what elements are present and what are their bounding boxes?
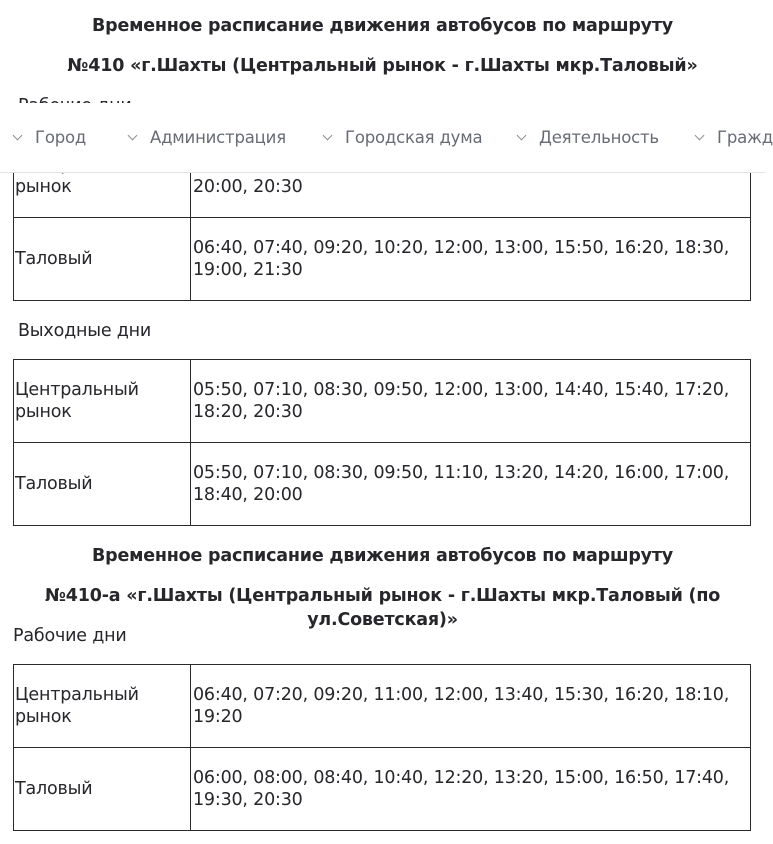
stop-name: Таловый bbox=[14, 443, 191, 526]
route-410-weekend-label: Выходные дни bbox=[18, 321, 152, 341]
departure-times: 05:50, 07:10, 08:30, 09:50, 11:10, 13:20, 14:20, 16:00, 17:00, 18:40, 20:00 bbox=[191, 443, 751, 526]
table-row bbox=[14, 360, 751, 443]
departure-times: 06:40, 07:20, 09:20, 11:00, 12:00, 13:40, 15:30, 16:20, 18:10, 19:20 bbox=[191, 665, 751, 748]
chevron-down-icon bbox=[128, 130, 138, 140]
nav-item-city-duma[interactable] bbox=[324, 103, 482, 172]
table-row bbox=[14, 218, 751, 301]
nav-item-label: Город bbox=[35, 128, 87, 147]
nav-item-label: Администрация bbox=[150, 128, 286, 147]
departure-times: 05:50, 07:10, 08:30, 09:50, 12:00, 13:00, 14:40, 15:40, 17:20, 18:20, 20:30 bbox=[191, 360, 751, 443]
chevron-down-icon bbox=[517, 130, 527, 140]
nav-item-label: Деятельность bbox=[539, 128, 659, 147]
route-410-title-line2: №410 «г.Шахты (Центральный рынок - г.Шахты мкр.Таловый» bbox=[67, 56, 698, 76]
stop-name: Центральный рынок bbox=[14, 665, 191, 748]
stop-name: рынок bbox=[14, 135, 191, 218]
route-410a-weekdays-label: Рабочие дни bbox=[13, 626, 127, 646]
nav-item-citizens[interactable] bbox=[696, 103, 773, 172]
nav-item-label: Гражд bbox=[717, 128, 773, 147]
departure-times: 20:00, 20:30 bbox=[191, 135, 751, 218]
route-410a-title-line1: Временное расписание движения автобусов по маршруту bbox=[91, 546, 674, 566]
route-410a-weekdays-table bbox=[13, 664, 751, 831]
departure-times: 06:00, 08:00, 08:40, 10:40, 12:20, 13:20, 15:00, 16:50, 17:40, 19:30, 20:30 bbox=[191, 748, 751, 831]
route-410-weekend-table bbox=[13, 359, 751, 526]
chevron-down-icon bbox=[13, 130, 23, 140]
departure-times: 06:40, 07:40, 09:20, 10:20, 12:00, 13:00, 15:50, 16:20, 18:30, 19:00, 21:30 bbox=[191, 218, 751, 301]
top-navigation-bar bbox=[0, 103, 773, 173]
chevron-down-icon bbox=[323, 130, 333, 140]
nav-item-administration[interactable] bbox=[129, 103, 286, 172]
nav-item-label: Городская дума bbox=[345, 128, 483, 147]
stop-name: Таловый bbox=[14, 218, 191, 301]
table-row bbox=[14, 443, 751, 526]
chevron-down-icon bbox=[695, 130, 705, 140]
route-410-title-line1: Временное расписание движения автобусов по маршруту bbox=[91, 16, 674, 36]
nav-item-activity[interactable] bbox=[518, 103, 659, 172]
table-row bbox=[14, 748, 751, 831]
table-row bbox=[14, 665, 751, 748]
nav-item-city[interactable] bbox=[14, 103, 86, 172]
stop-name: Центральный рынок bbox=[14, 360, 191, 443]
route-410a-title-line2: №410-а «г.Шахты (Центральный рынок - г.Шахты мкр.Таловый (по ул.Советская)» bbox=[44, 586, 721, 630]
stop-name: Таловый bbox=[14, 748, 191, 831]
